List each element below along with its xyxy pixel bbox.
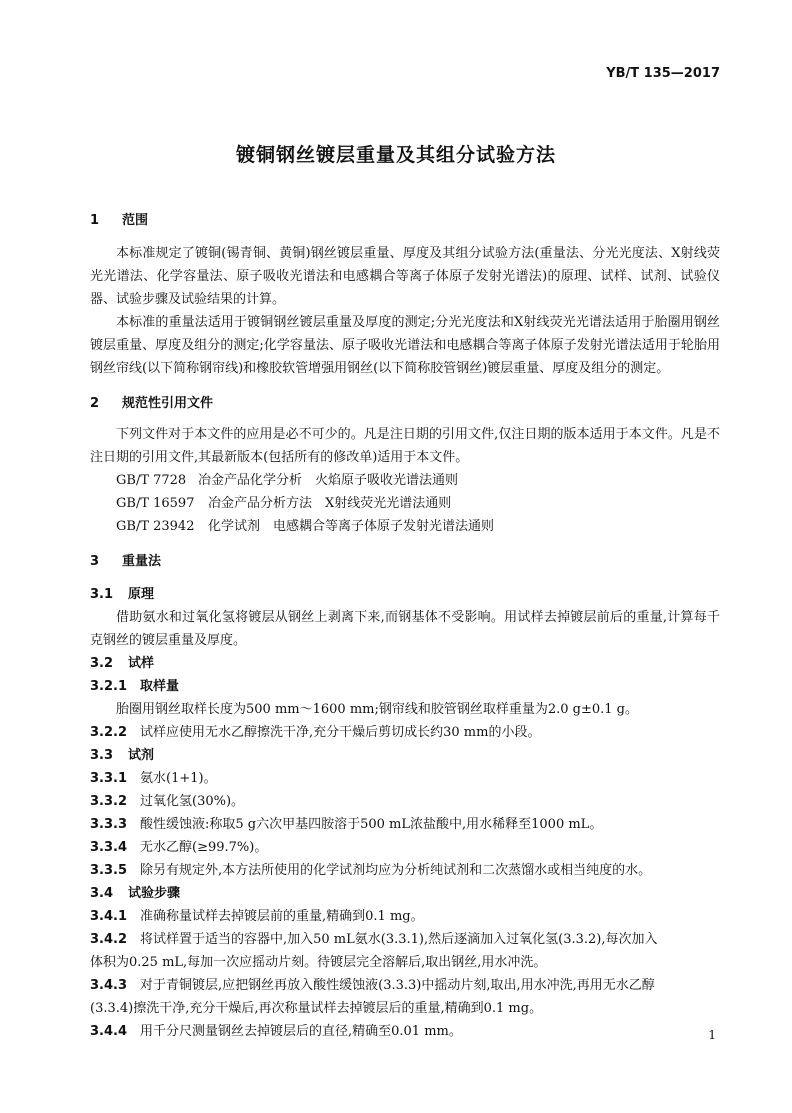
clause-number: 3.3.4 xyxy=(90,840,128,855)
clause-item xyxy=(90,905,720,928)
clause-text: 除另有规定外,本方法所使用的化学试剂均应为分析纯试剂和二次蒸馏水或相当纯度的水。 xyxy=(140,863,652,878)
section-1-heading xyxy=(90,209,720,232)
subsection-number: 3.1 xyxy=(90,587,114,602)
section-title: 规范性引用文件 xyxy=(122,396,214,411)
subsection-title: 试剂 xyxy=(128,748,155,763)
clause-text: 对于青铜镀层,应把钢丝再放入酸性缓蚀液(3.3.3)中摇动片刻,取出,用水冲洗,再用无水乙醇 xyxy=(140,978,655,993)
paragraph: 借助氨水和过氧化氢将镀层从钢丝上剥离下来,而钢基体不受影响。用试样去掉镀层前后的重量,计算每千克钢丝的镀层重量及厚度。 xyxy=(90,610,720,648)
clause-text: 氨水(1+1)。 xyxy=(140,771,217,786)
section-number: 3 xyxy=(90,554,100,569)
subsection-heading xyxy=(90,744,720,767)
reference-code: GB/T 16597 xyxy=(116,496,195,511)
reference-title: 冶金产品分析方法 X射线荧光光谱法通则 xyxy=(208,496,452,511)
clause-item xyxy=(90,790,720,813)
clause-item xyxy=(90,836,720,859)
subsection-number: 3.2 xyxy=(90,656,114,671)
standard-code: YB/T 135—2017 xyxy=(606,66,720,81)
clause-number: 3.4.4 xyxy=(90,1024,128,1039)
subsection-title: 取样量 xyxy=(140,679,180,694)
clause-continuation: 体积为0.25 mL,每加一次应摇动片刻。待镀层完全溶解后,取出钢丝,用水冲洗。 xyxy=(90,955,547,970)
subsection-heading xyxy=(90,882,720,905)
clause-number: 3.3.3 xyxy=(90,817,128,832)
reference-code: GB/T 23942 xyxy=(116,519,195,534)
document-body xyxy=(90,204,720,1043)
paragraph: 下列文件对于本文件的应用是必不可少的。凡是注日期的引用文件,仅注日期的版本适用于本文件。凡是不注日期的引用文件,其最新版本(包括所有的修改单)适用于本文件。 xyxy=(90,427,720,465)
reference-item xyxy=(90,469,720,492)
clause-number: 3.3.5 xyxy=(90,863,128,878)
clause-item xyxy=(90,721,720,744)
reference-item xyxy=(90,492,720,515)
subsection-heading xyxy=(90,652,720,675)
subsection-number: 3.2.1 xyxy=(90,679,128,694)
clause-item xyxy=(90,767,720,790)
clause-item xyxy=(90,928,720,951)
section-3-heading xyxy=(90,550,720,573)
section-title: 重量法 xyxy=(122,554,162,569)
subsection-number: 3.3 xyxy=(90,748,114,763)
clause-text: 准确称量试样去掉镀层前的重量,精确到0.1 mg。 xyxy=(140,909,424,924)
reference-title: 化学试剂 电感耦合等离子体原子发射光谱法通则 xyxy=(208,519,495,534)
reference-item xyxy=(90,515,720,538)
subsection-heading xyxy=(90,675,720,698)
paragraph: 胎圈用钢丝取样长度为500 mm～1600 mm;钢帘线和胶管钢丝取样重量为2.0 g±0.1 g。 xyxy=(116,702,638,717)
clause-number: 3.4.3 xyxy=(90,978,128,993)
clause-item xyxy=(90,859,720,882)
clause-text: 过氧化氢(30%)。 xyxy=(140,794,245,809)
clause-text: 酸性缓蚀液:称取5 g六次甲基四胺溶于500 mL浓盐酸中,用水稀释至1000 mL。 xyxy=(140,817,603,832)
page-number: 1 xyxy=(708,1028,716,1042)
section-number: 2 xyxy=(90,396,100,411)
clause-continuation: (3.3.4)擦洗干净,充分干燥后,再次称量试样去掉镀层后的重量,精确到0.1 mg。 xyxy=(90,1001,543,1016)
clause-number: 3.2.2 xyxy=(90,725,128,740)
clause-number: 3.4.2 xyxy=(90,932,128,947)
subsection-title: 原理 xyxy=(128,587,155,602)
document-title: 镀铜钢丝镀层重量及其组分试验方法 xyxy=(235,144,556,166)
clause-number: 3.3.2 xyxy=(90,794,128,809)
clause-item xyxy=(90,813,720,836)
clause-number: 3.4.1 xyxy=(90,909,128,924)
subsection-number: 3.4 xyxy=(90,886,114,901)
clause-number: 3.3.1 xyxy=(90,771,128,786)
clause-text: 无水乙醇(≥99.7%)。 xyxy=(140,840,268,855)
section-number: 1 xyxy=(90,213,100,228)
subsection-heading xyxy=(90,583,720,606)
section-title: 范围 xyxy=(122,213,149,228)
subsection-title: 试样 xyxy=(128,656,155,671)
subsection-title: 试验步骤 xyxy=(128,886,181,901)
paragraph: 本标准规定了镀铜(锡青铜、黄铜)钢丝镀层重量、厚度及其组分试验方法(重量法、分光光度法、X射线荧光光谱法、化学容量法、原子吸收光谱法和电感耦合等离子体原子发射光谱法)的原理、试样、试剂、试验仪器、试验步骤及试验结果的计算。 xyxy=(90,246,720,307)
clause-text: 用千分尺测量钢丝去掉镀层后的直径,精确至0.01 mm。 xyxy=(140,1024,462,1039)
clause-text: 将试样置于适当的容器中,加入50 mL氨水(3.3.1),然后逐滴加入过氧化氢(3.3.2),每次加入 xyxy=(140,932,658,947)
clause-text: 试样应使用无水乙醇擦洗干净,充分干燥后剪切成长约30 mm的小段。 xyxy=(140,725,541,740)
clause-item xyxy=(90,974,720,997)
clause-item xyxy=(90,1020,720,1043)
reference-code: GB/T 7728 xyxy=(116,473,187,488)
paragraph: 本标准的重量法适用于镀铜钢丝镀层重量及厚度的测定;分光光度法和X射线荧光光谱法适用于胎圈用钢丝镀层重量、厚度及组分的测定;化学容量法、原子吸收光谱法和电感耦合等离子体原子发射光谱法适用于轮胎用钢丝帘线(以下简称钢帘线)和橡胶软管增强用钢丝(以下简称胶管钢丝)镀层重量、厚度及组分的测定。 xyxy=(90,315,720,376)
reference-title: 冶金产品化学分析 火焰原子吸收光谱法通则 xyxy=(198,473,459,488)
section-2-heading xyxy=(90,392,720,415)
